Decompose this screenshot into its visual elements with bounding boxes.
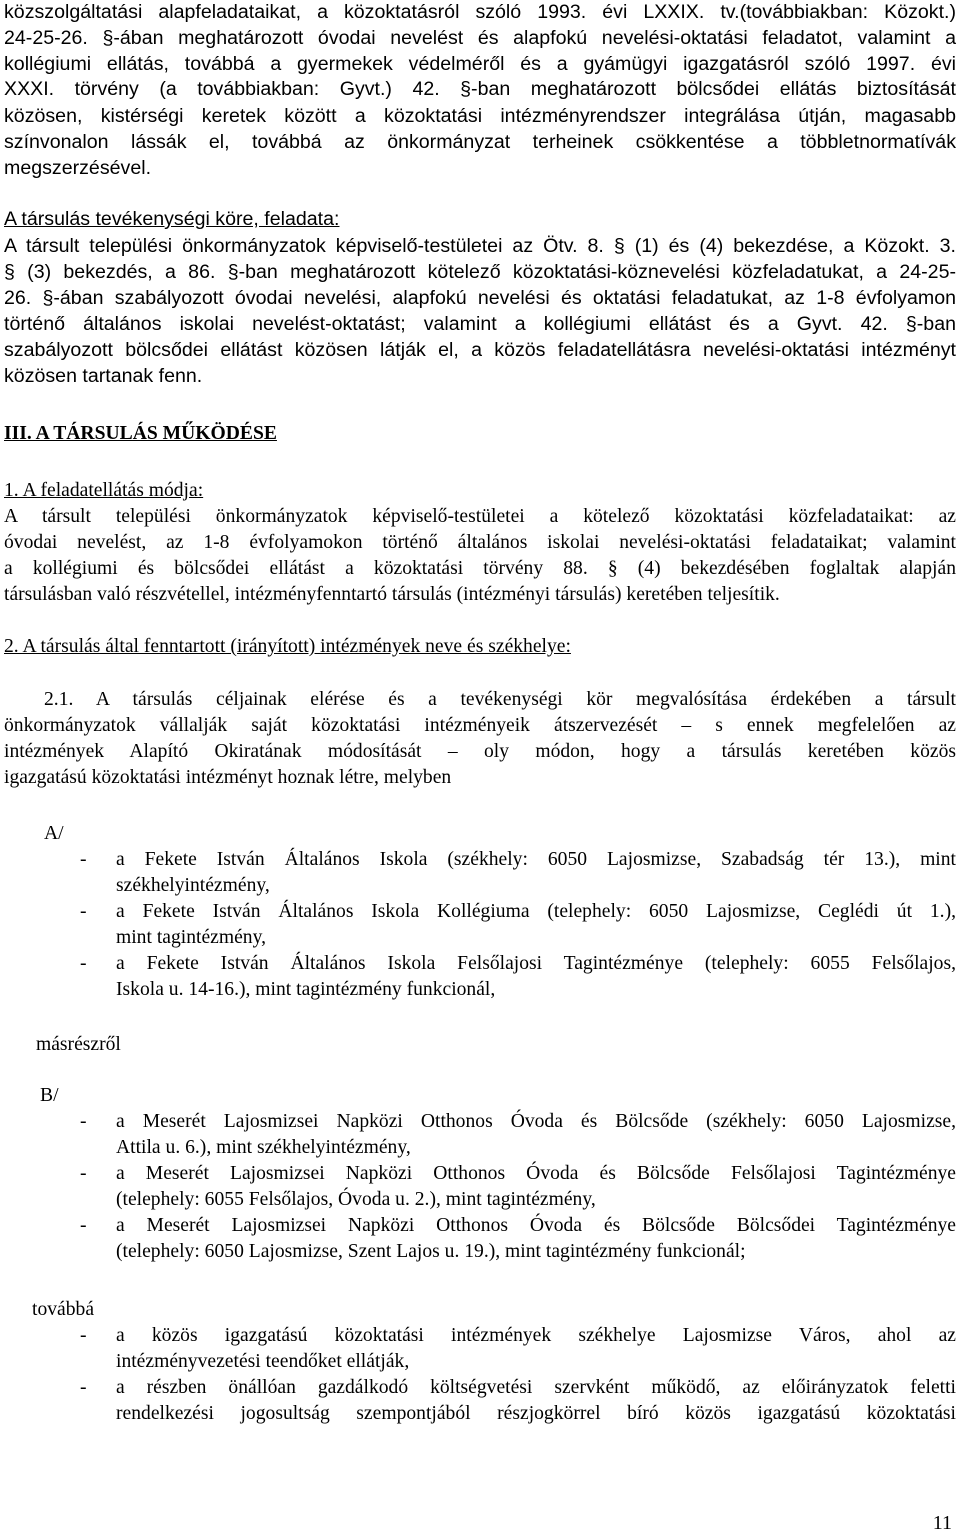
mode-line: a kollégiumi és bölcsődei ellátást a közoktatási törvény 88. § (4) bekezdésében foglaltak alapján <box>4 558 956 579</box>
list-item-cont: mint tagintézmény, <box>116 927 266 948</box>
list-item-cont: székhelyintézmény, <box>116 875 270 896</box>
scope-line: 26. §-ában szabályozott óvodai nevelési, alapfokú nevelési és oktatási feladatukat, az 1-8 évfolyamon <box>4 287 956 309</box>
scope-line: A társult települési önkormányzatok képviselő-testületei az Ötv. 8. § (1) és (4) bekezdése, a Közokt. 3. <box>4 235 956 257</box>
institutions-para-line: igazgatású közoktatási intézményt hoznak létre, melyben <box>4 767 452 788</box>
intro-line: megszerzésével. <box>4 157 152 179</box>
scope-heading: A társulás tevékenységi köre, feladata: <box>4 208 340 230</box>
list-dash: - <box>80 953 87 974</box>
list-item-cont: (telephely: 6055 Felsőlajos, Óvoda u. 2.), mint tagintézmény, <box>116 1189 596 1210</box>
intro-line: XXXI. törvény (a továbbiakban: Gyvt.) 42. §-ban meghatározott bölcsődei ellátás biztosítását <box>4 78 956 100</box>
list-item-cont: (telephely: 6050 Lajosmizse, Szent Lajos u. 19.), mint tagintézmény funkcionál; <box>116 1241 746 1262</box>
list-dash: - <box>80 1215 87 1236</box>
scope-line: § (3) bekezdés, a 86. §-ban meghatározott kötelező közoktatási-köznevelési közfeladatukat, a 24-25- <box>4 261 956 283</box>
list-item: a Fekete István Általános Iskola Felsőlajosi Tagintézménye (telephely: 6055 Felsőlajos, <box>116 953 956 974</box>
list-item-cont: Iskola u. 14-16.), mint tagintézmény funkcionál, <box>116 979 496 1000</box>
list-item-cont: intézményvezetési teendőket ellátják, <box>116 1351 410 1372</box>
connector-text: másrészről <box>36 1034 121 1055</box>
list-item: a Fekete István Általános Iskola (székhely: 6050 Lajosmizse, Szabadság tér 13.), mint <box>116 849 956 870</box>
list-dash: - <box>80 1377 87 1398</box>
section-heading: III. A TÁRSULÁS MŰKÖDÉSE <box>4 423 277 444</box>
connector-text: továbbá <box>32 1299 95 1320</box>
institutions-para-line: 2.1. A társulás céljainak elérése és a tevékenységi kör megvalósítása érdekében a társult <box>44 689 956 710</box>
list-dash: - <box>80 901 87 922</box>
institutions-para-line: intézmények Alapító Okiratának módosítását – oly módon, hogy a társulás keretében közös <box>4 741 956 762</box>
institutions-heading: 2. A társulás által fenntartott (irányított) intézmények neve és székhelye: <box>4 636 571 657</box>
scope-line: közösen tartanak fenn. <box>4 365 203 387</box>
list-item-cont: rendelkezési jogosultság szempontjából részjogkörrel bíró közös igazgatású közoktatási <box>116 1403 956 1424</box>
list-dash: - <box>80 849 87 870</box>
scope-line: történő általános iskolai nevelést-oktatást; valamint a kollégiumi ellátást és a Gyvt. 42. §-ban <box>4 313 956 335</box>
mode-line: A társult települési önkormányzatok képviselő-testületei a kötelező közoktatási közfeladataikat: az <box>4 506 956 527</box>
list-item: a Meserét Lajosmizsei Napközi Otthonos Óvoda és Bölcsőde (székhely: 6050 Lajosmizse, <box>116 1111 956 1132</box>
list-item: a Meserét Lajosmizsei Napközi Otthonos Óvoda és Bölcsőde Felsőlajosi Tagintézménye <box>116 1163 956 1184</box>
intro-line: kollégiumi ellátás, továbbá a gyermekek védelméről és a gyámügyi igazgatásról szóló 1997. évi <box>4 53 956 75</box>
scope-line: szabályozott bölcsődei ellátást közösen látják el, a közös feladatellátásra nevelési-oktatási intézményt <box>4 339 956 361</box>
list-item: a részben önállóan gazdálkodó költségvetési szervként működő, az előirányzatok feletti <box>116 1377 956 1398</box>
mode-line: társulásban való részvétellel, intézményfenntartó társulás (intézményi társulás) keretében teljesítik. <box>4 584 780 605</box>
institutions-para-line: önkormányzatok vállalják saját közoktatási intézményeik átszervezését – s ennek megfelelően az <box>4 715 956 736</box>
list-item-cont: Attila u. 6.), mint székhelyintézmény, <box>116 1137 411 1158</box>
page-number: 11 <box>932 1512 952 1534</box>
group-b-label: B/ <box>40 1085 59 1106</box>
intro-line: közszolgáltatási alapfeladataikat, a közoktatásról szóló 1993. évi LXXIX. tv.(továbbiakban: Közokt.) <box>4 1 956 23</box>
list-item: a közös igazgatású közoktatási intézmények székhelye Lajosmizse Város, ahol az <box>116 1325 956 1346</box>
list-dash: - <box>80 1325 87 1346</box>
list-item: a Fekete István Általános Iskola Kollégiuma (telephely: 6050 Lajosmizse, Ceglédi út 1.), <box>116 901 956 922</box>
mode-heading: 1. A feladatellátás módja: <box>4 480 204 501</box>
intro-line: színvonalon lássák el, továbbá az önkormányzat terheinek csökkentése a többletnormatívák <box>4 131 956 153</box>
list-dash: - <box>80 1163 87 1184</box>
group-a-label: A/ <box>44 823 64 844</box>
intro-line: 24-25-26. §-ában meghatározott óvodai nevelést és alapfokú nevelési-oktatási feladatot, valamint a <box>4 27 956 49</box>
intro-line: közösen, kistérségi keretek között a közoktatási intézményrendszer integrálása útján, magasabb <box>4 105 956 127</box>
list-item: a Meserét Lajosmizsei Napközi Otthonos Óvoda és Bölcsőde Bölcsődei Tagintézménye <box>116 1215 956 1236</box>
list-dash: - <box>80 1111 87 1132</box>
mode-line: óvodai nevelést, az 1-8 évfolyamokon történő általános iskolai nevelési-oktatási feladataikat; valamint <box>4 532 956 553</box>
